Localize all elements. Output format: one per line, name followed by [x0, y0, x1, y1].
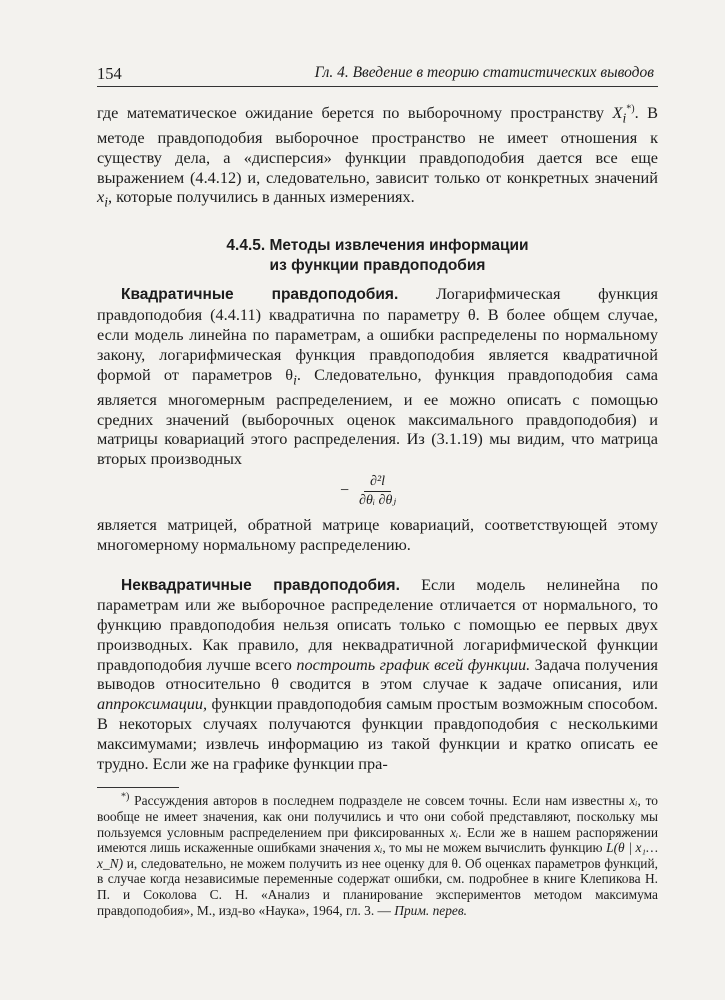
section-title-line-1: 4.4.5. Методы извлечения информации	[226, 237, 529, 255]
footnote-reference: *)	[626, 103, 635, 115]
section-title-line-2: из функции правдоподобия	[269, 256, 486, 274]
section-title	[97, 236, 658, 275]
footnote	[97, 793, 658, 918]
quadratic-after-paragraph: является матрицей, обратной матрице ковариаций, соответствующей этому многомерному нормальному распределению.	[97, 514, 658, 554]
footnote-rule	[97, 787, 179, 788]
quadratic-heading: Квадратичные правдоподобия.	[121, 286, 399, 304]
page-number: 154	[97, 64, 122, 83]
intro-text-b: . В методе правдоподобия выборочное пространство не имеет отношения к существу дела, а «дисперсия» функции правдоподобия дается все еще выражением (4.4.12) и, следовательно, зависит только от конкретных значений	[97, 103, 658, 187]
footnote-text-b: , то вообще не имеет значения, как они получились и что они собой представляют, поскольку мы пользуемся условным распределением при фиксированных	[97, 793, 658, 840]
footnote-var-2: xᵢ	[450, 824, 459, 840]
intro-paragraph	[97, 103, 658, 212]
nonquadratic-paragraph	[97, 575, 658, 774]
page-body	[97, 103, 658, 918]
quadratic-paragraph	[97, 284, 658, 468]
footnote-function: L(θ | x₁… x_N)	[97, 840, 658, 871]
intro-text-c: , которые получились в данных измерениях.	[108, 187, 415, 207]
formula-numerator: ∂²l	[364, 474, 391, 492]
formula-fraction	[359, 474, 396, 509]
running-header	[97, 62, 658, 87]
formula-denominator: ∂θᵢ ∂θⱼ	[359, 492, 397, 508]
footnote-mark: *)	[121, 792, 130, 803]
intro-text-a: где математическое ожидание берется по выборочному пространству	[97, 103, 613, 122]
footnote-var-3: xᵢ	[374, 840, 383, 856]
quadratic-sub-i: i	[293, 371, 297, 387]
footnote-var-1: xᵢ	[629, 793, 638, 809]
intro-sub-i: i	[622, 110, 627, 126]
intro-var-x: X	[612, 103, 623, 122]
footnote-text-e: и, следовательно, не можем получить из нее оценку для θ. Об оценках параметров функций, в случае когда независимые переменные содержат ошибки, см. подробнее в книге Клепикова Н. П. и Соколова С. Н. «Анализ и планирование экспериментов методом максимума правдоподобия», М., изд-во «Наука», 1964, гл. 3. —	[97, 855, 658, 918]
quadratic-text-b: . Следовательно, функция правдоподобия сама является многомерным распределением, и ее можно описать с помощью средних значений (выборочных оценок максимального правдоподобия) и матрицы ковариаций этого распределения. Из (3.1.19) мы видим, что матрица вторых производных	[97, 364, 658, 469]
quadratic-text-a: Логарифмическая функция правдоподобия (4.4.11) квадратична по параметру θ. В более общем случае, если модель линейна по параметрам, а ошибки распределены по нормальному закону, логарифмическая функция правдоподобия является квадратичной формой от параметров θ	[97, 284, 658, 384]
second-derivative-formula	[340, 474, 396, 509]
running-title: Гл. 4. Введение в теорию статистических выводов	[314, 64, 654, 81]
nonquadratic-italic-b: аппроксимации,	[97, 694, 208, 714]
intro-var-x2: x	[97, 187, 105, 207]
nonquadratic-heading: Неквадратичные правдоподобия.	[121, 576, 400, 594]
nonquadratic-italic-a: построить график всей функции.	[296, 654, 531, 674]
formula-minus: −	[340, 482, 350, 500]
nonquadratic-text-a: Если модель нелинейна по параметрам или же выборочное распределение отличается от нормального, то функцию правдоподобия нельзя описать только с помощью ее первых двух производных. Как правило, для неквадратичной логарифмической функции правдоподобия лучше всего	[97, 574, 658, 674]
nonquadratic-text-b: Задача получения выводов относительно θ сводится в этом случае к задаче описания, или	[97, 654, 658, 694]
formula-block	[97, 469, 658, 515]
footnote-text-c: . Если же в нашем распоряжении имеются лишь искаженные ошибками значения	[97, 824, 658, 856]
intro-sub-i2: i	[104, 194, 109, 210]
footnote-text-a: Рассуждения авторов в последнем подразделе не совсем точны. Если нам известны	[129, 793, 630, 809]
nonquadratic-text-c: функции правдоподобия самым простым возможным способом. В некоторых случаях получаются функции правдоподобия с несколькими максимумами; извлечь информацию из такой функции и кратко описать ее трудно. Если же на графике функции пра-	[97, 694, 658, 773]
translator-note: Прим. перев.	[394, 902, 468, 918]
footnote-text-d: , то мы не можем вычислить функцию	[382, 840, 607, 856]
